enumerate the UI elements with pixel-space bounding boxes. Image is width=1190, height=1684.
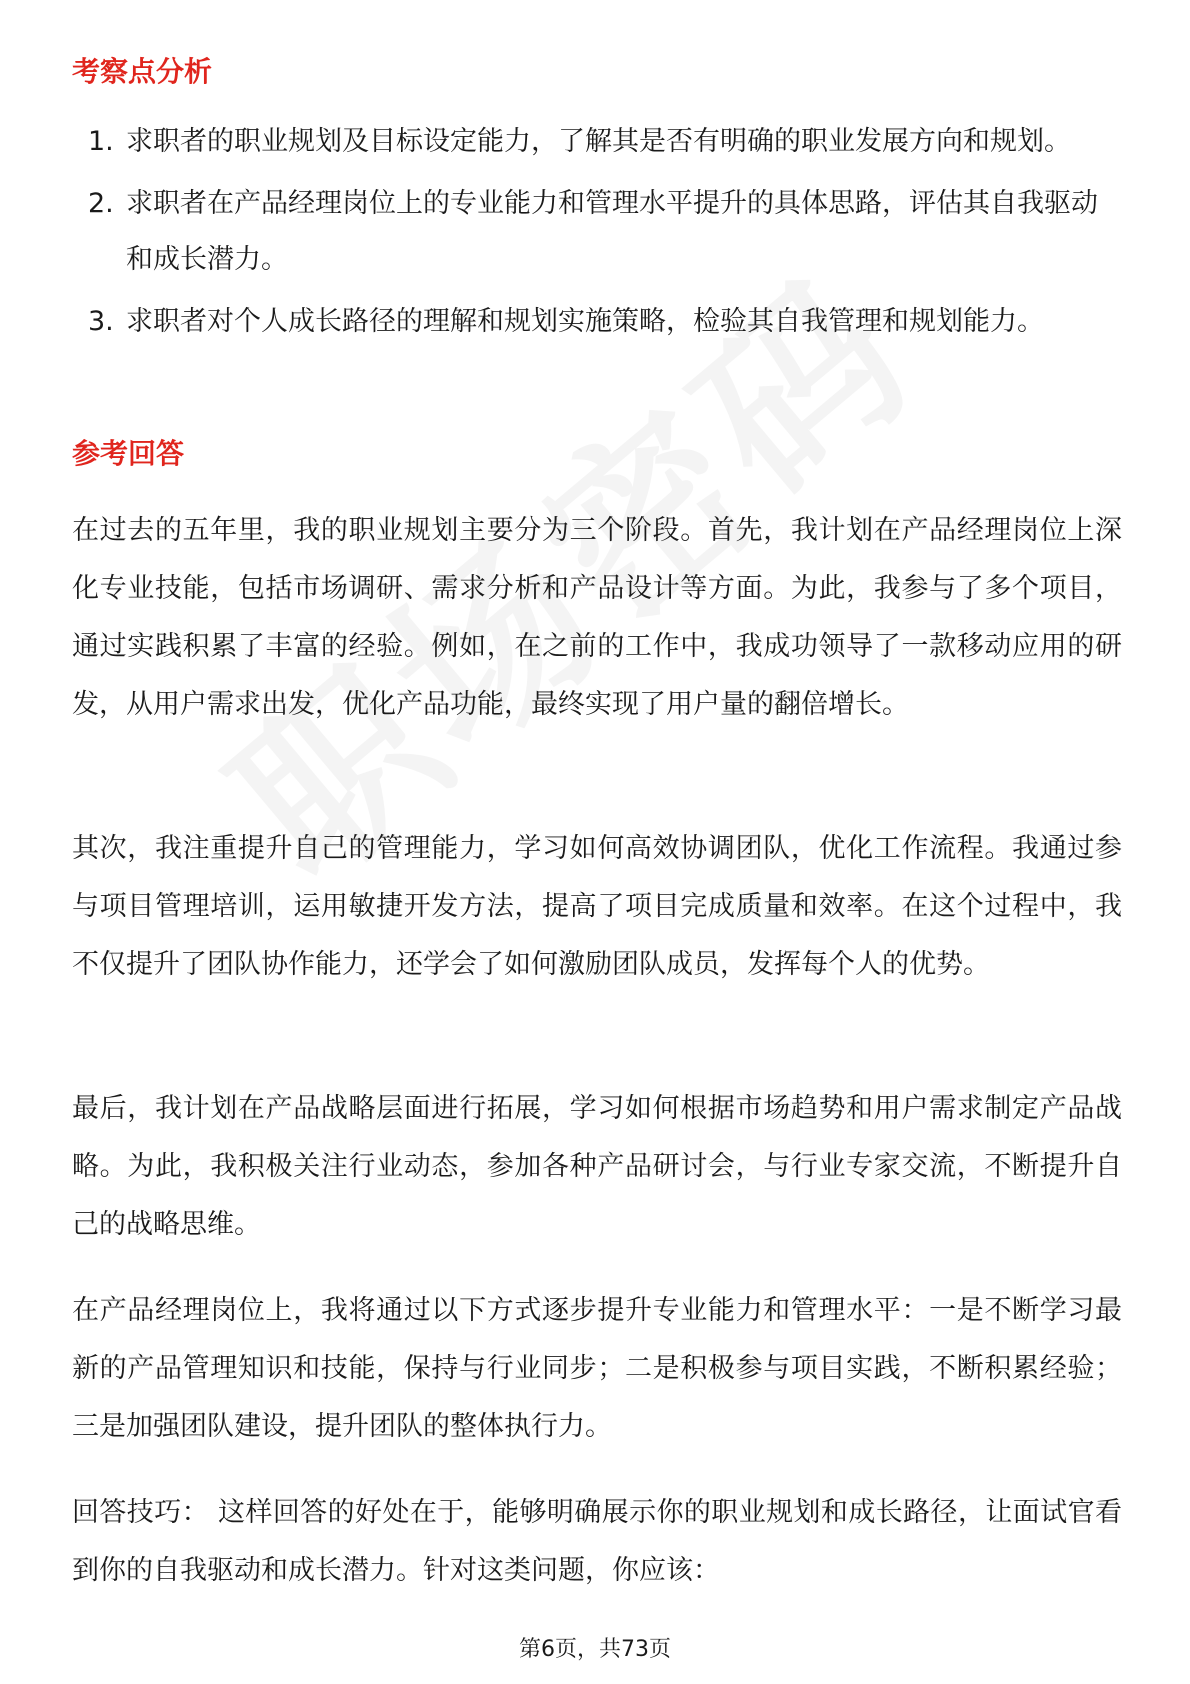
answer-paragraph: 其次，我注重提升自己的管理能力，学习如何高效协调团队，优化工作流程。我通过参与项目管理培训，运用敏捷开发方法，提高了项目完成质量和效率。在这个过程中，我不仅提升了团队协作能力，还学会了如何激励团队成员，发挥每个人的优势。 — [72, 833, 1122, 980]
section-title-answer: 参考回答 — [72, 437, 185, 470]
section-title-analysis: 考察点分析 — [72, 55, 213, 88]
answer-paragraph: 在产品经理岗位上，我将通过以下方式逐步提升专业能力和管理水平：一是不断学习最新的产品管理知识和技能，保持与行业同步；二是积极参与项目实践，不断积累经验；三是加强团队建设，提升团队的整体执行力。 — [72, 1295, 1122, 1442]
list-item-text: 求职者对个人成长路径的理解和规划实施策略，检验其自我管理和规划能力。 — [126, 306, 1044, 337]
page-number: 第6页，共73页 — [519, 1637, 671, 1662]
answer-tips-paragraph: 回答技巧： 这样回答的好处在于，能够明确展示你的职业规划和成长路径，让面试官看到你的自我驱动和成长潜力。针对这类问题，你应该： — [72, 1497, 1122, 1586]
list-item — [72, 176, 1122, 288]
answer-paragraph: 在过去的五年里，我的职业规划主要分为三个阶段。首先，我计划在产品经理岗位上深化专业技能，包括市场调研、需求分析和产品设计等方面。为此，我参与了多个项目，通过实践积累了丰富的经验。例如，在之前的工作中，我成功领导了一款移动应用的研发，从用户需求出发，优化产品功能，最终实现了用户量的翻倍增长。 — [72, 515, 1122, 720]
list-number: 1. — [88, 126, 114, 157]
list-item — [72, 294, 1122, 350]
list-number: 3. — [88, 306, 114, 337]
list-item — [72, 114, 1122, 170]
answer-paragraph: 最后，我计划在产品战略层面进行拓展，学习如何根据市场趋势和用户需求制定产品战略。为此，我积极关注行业动态，参加各种产品研讨会，与行业专家交流，不断提升自己的战略思维。 — [72, 1093, 1122, 1240]
list-number: 2. — [88, 188, 114, 219]
list-item-text: 求职者在产品经理岗位上的专业能力和管理水平提升的具体思路，评估其自我驱动和成长潜力。 — [126, 188, 1098, 275]
analysis-list — [72, 114, 1122, 356]
list-item-text: 求职者的职业规划及目标设定能力，了解其是否有明确的职业发展方向和规划。 — [126, 126, 1071, 157]
